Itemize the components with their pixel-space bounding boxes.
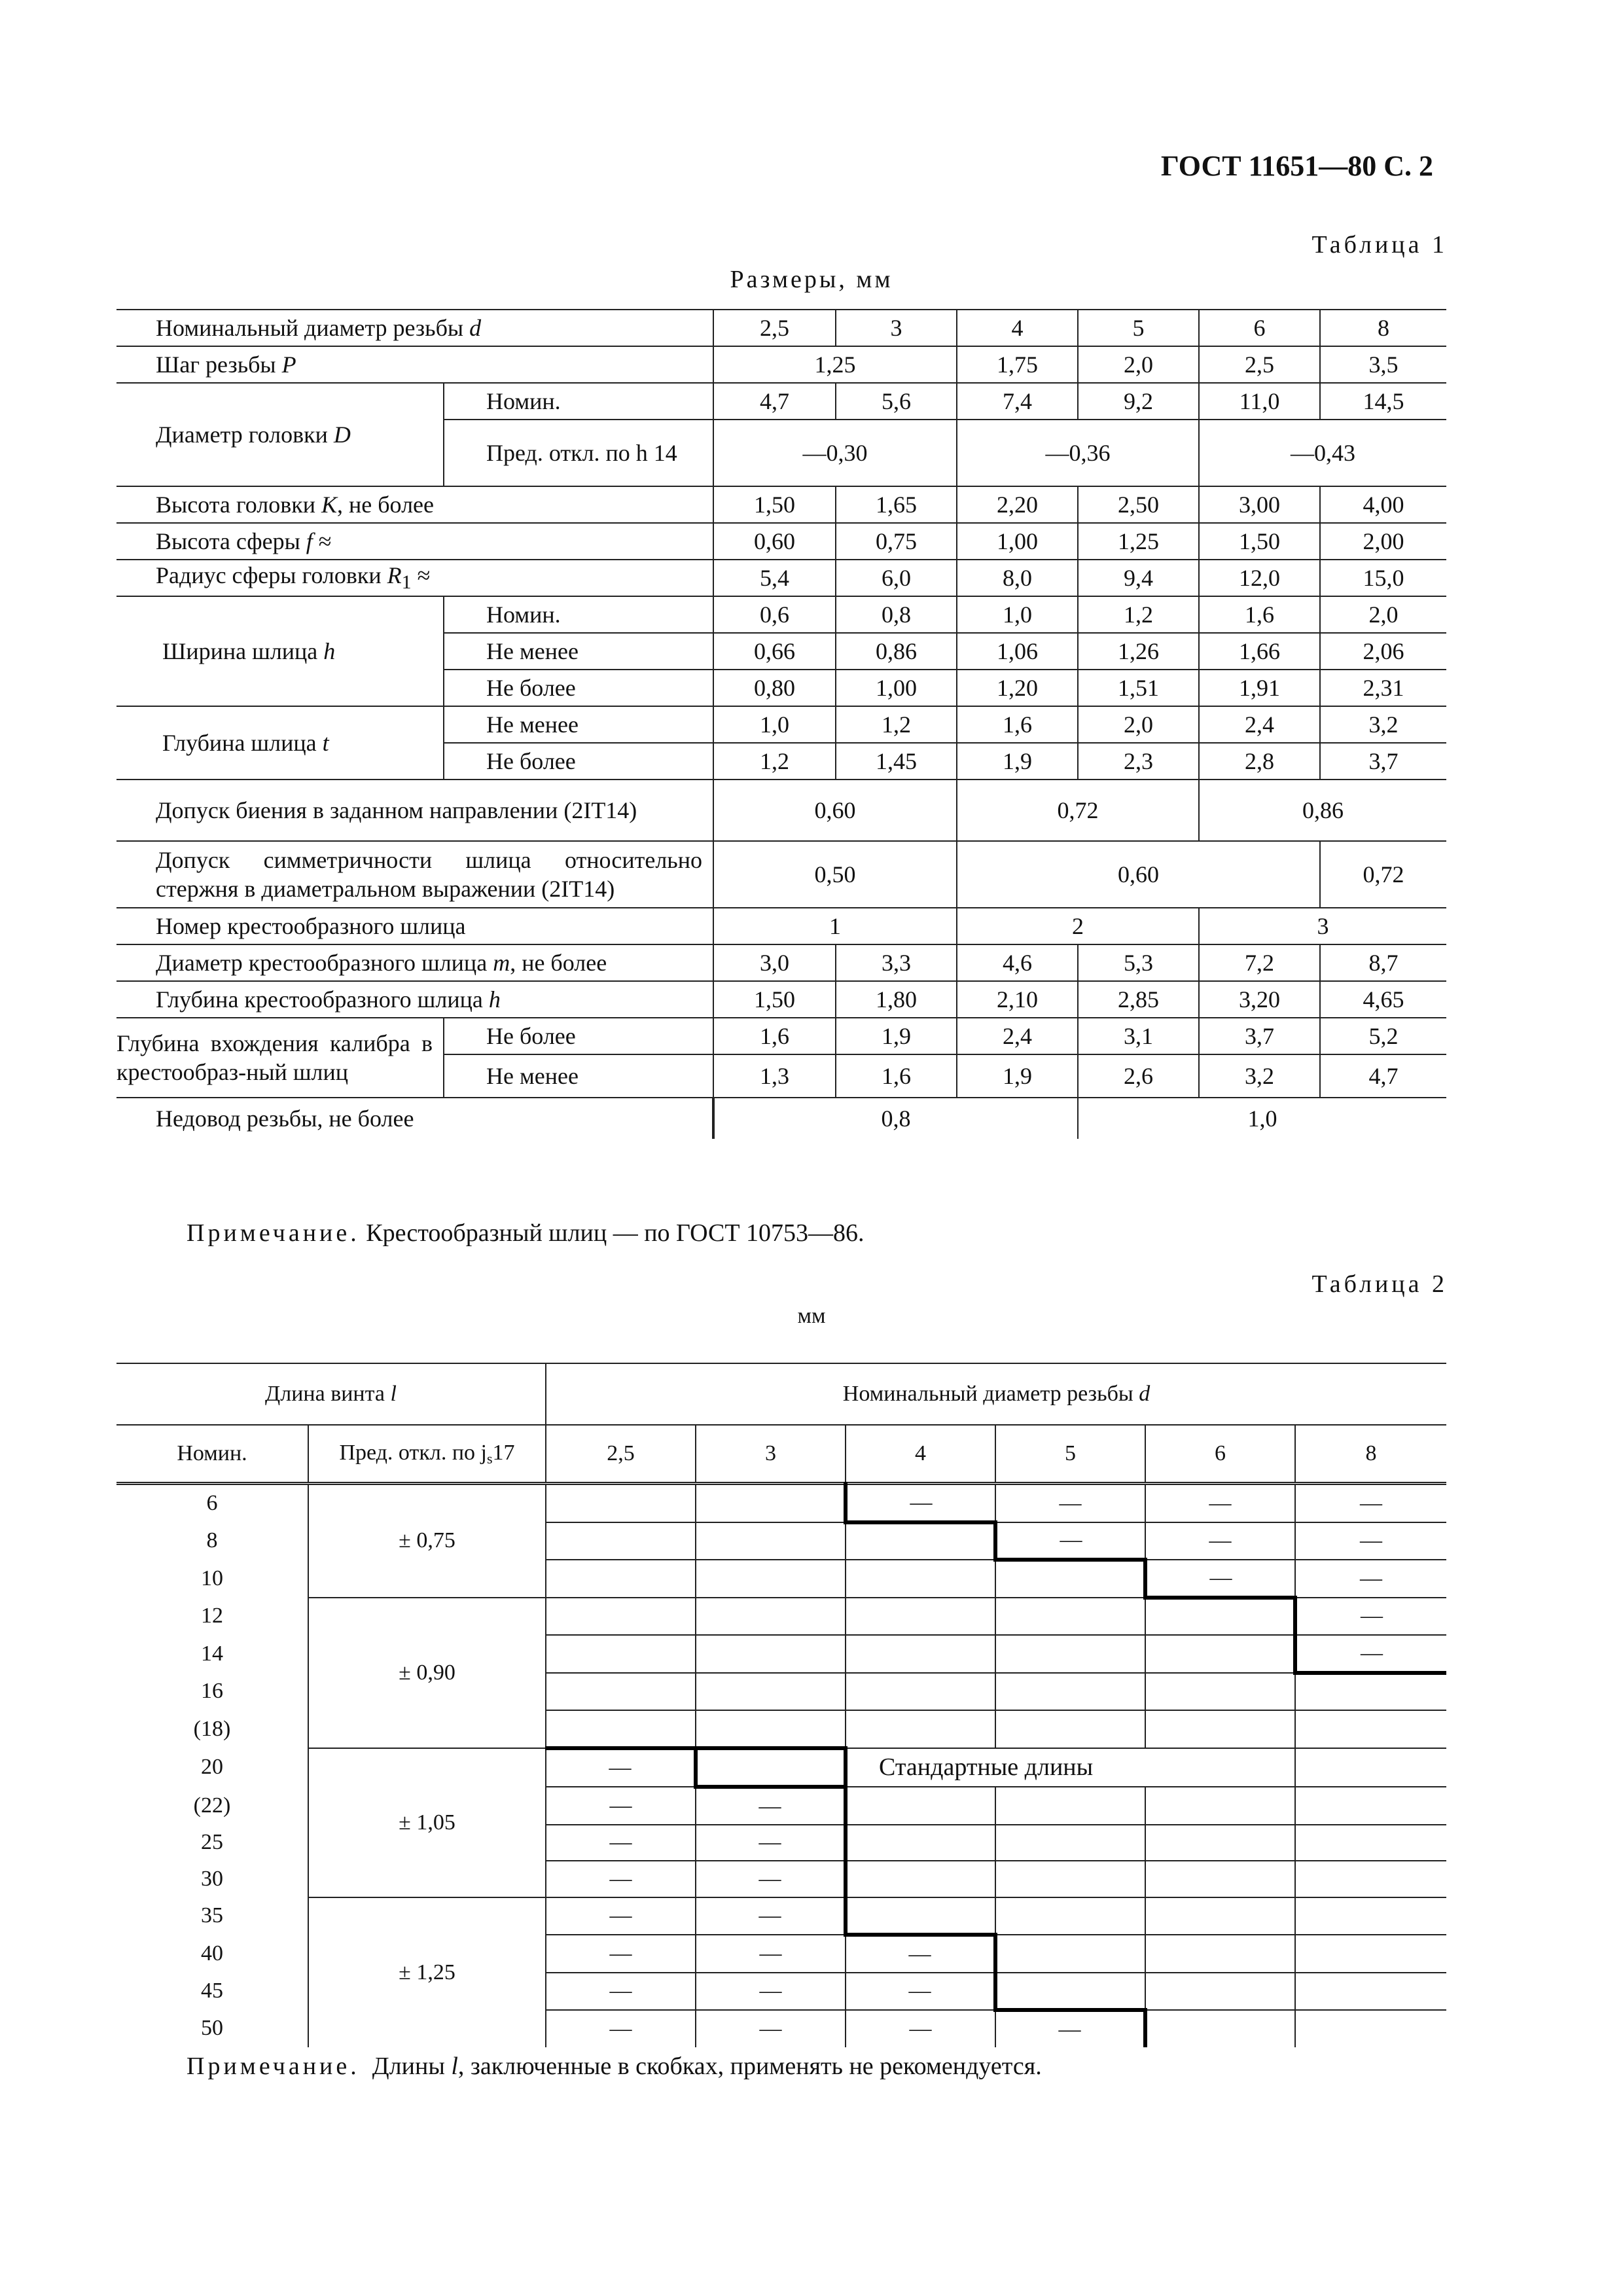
cell: 1,25 [1078,523,1199,560]
col-nominal: Номин. [116,1425,308,1484]
length-cell: 10 [116,1560,308,1598]
header-row-1 [116,1363,1446,1425]
tolerance-cell: ± 0,75 [308,1484,546,1598]
col-diameter: 4 [846,1425,995,1484]
cell [995,1598,1145,1636]
length-cell: 12 [116,1598,308,1636]
cell: 8,0 [957,560,1078,596]
cell: 4,7 [713,383,836,420]
cell [1145,1897,1295,1935]
row-label: Допуск биения в заданном направлении (2IT14) [116,780,713,841]
row-label: Недовод резьбы, не более [116,1098,713,1139]
cell [696,1598,846,1636]
cell: 9,4 [1078,560,1199,596]
cell: 1,91 [1199,670,1320,706]
cell [1295,1973,1446,2011]
cell: 7,2 [1199,944,1320,981]
cell: 1,0 [957,596,1078,633]
group-label: Диаметр головки D [116,383,444,486]
cell: 1,00 [957,523,1078,560]
cell [546,1484,696,1522]
cell: 0,66 [713,633,836,670]
group-label: Глубина шлица t [116,706,444,780]
cell [696,1522,846,1560]
cell: 11,0 [1199,383,1320,420]
length-header: Длина винта l [116,1363,546,1425]
row-slot-depth-min [116,706,1446,743]
cell [846,1598,995,1636]
table-2-note: Примечание. Длины l, заключенные в скобках, применять не рекомендуется. [187,2053,1042,2080]
cell [1145,1825,1295,1861]
dash-cell: — [1295,1598,1446,1636]
dash-cell: — [546,2010,696,2047]
dash-cell: — [995,1522,1145,1560]
row-head-height [116,486,1446,523]
cell: 3,5 [1320,346,1446,383]
cell [1295,1861,1446,1897]
cell [846,1673,995,1711]
header-row-2 [116,1425,1446,1484]
dash-cell: — [995,2010,1145,2047]
cell [696,1748,846,1787]
cell: 5,2 [1320,1018,1446,1054]
row-label: Номинальный диаметр резьбы d [116,310,713,346]
dash-cell: — [696,1935,846,1973]
length-cell: 40 [116,1935,308,1973]
dash-cell: — [546,1861,696,1897]
table-2-units: мм [797,1304,826,1328]
cell: 2 [957,908,1199,944]
cell: 1,45 [836,743,957,780]
cell: 2,85 [1078,981,1199,1018]
cell: 9,2 [1078,383,1199,420]
cell: 1,00 [836,670,957,706]
dash-cell: — [1295,1522,1446,1560]
cell: 1,6 [836,1054,957,1098]
cell: 3,2 [1320,706,1446,743]
cell: 1,25 [713,346,957,383]
cell: 6,0 [836,560,957,596]
dash-cell: — [546,1973,696,2011]
dash-cell: — [546,1825,696,1861]
cell [696,1484,846,1522]
dash-cell: — [696,1861,846,1897]
cell: —0,30 [713,420,957,486]
cell [1295,1935,1446,1973]
cell: 5,6 [836,383,957,420]
table-1-note: Примечание. Крестообразный шлиц — по ГОСТ 10753—86. [187,1219,865,1247]
cell: —0,43 [1199,420,1446,486]
cell [546,1598,696,1636]
row-label: Шаг резьбы P [116,346,713,383]
cell: 1,65 [836,486,957,523]
cell [995,1787,1145,1825]
cell [846,1897,995,1935]
sub-label: Не менее [444,633,713,670]
cell: 4,00 [1320,486,1446,523]
cell: 1,9 [957,1054,1078,1098]
cell: 3,0 [713,944,836,981]
cell: 3,7 [1320,743,1446,780]
cell: 1,6 [957,706,1078,743]
group-label: Ширина шлица h [116,596,444,706]
cell [846,1861,995,1897]
row-label: Диаметр крестообразного шлица m, не более [116,944,713,981]
dash-cell: — [696,1787,846,1825]
sub-label: Пред. откл. по h 14 [444,420,713,486]
cell: 2,0 [1078,346,1199,383]
cell [1295,1748,1446,1787]
cell: 1,6 [1199,596,1320,633]
diameter-header: Номинальный диаметр резьбы d [546,1363,1446,1425]
dash-cell: — [546,1935,696,1973]
cell: 3,2 [1199,1054,1320,1098]
table-row [116,1484,1446,1522]
tolerance-cell: ± 1,25 [308,1897,546,2047]
cell [1295,1825,1446,1861]
cell: 3,00 [1199,486,1320,523]
cell: 5 [1078,310,1199,346]
cell: 5,3 [1078,944,1199,981]
dash-cell: — [995,1484,1145,1522]
length-cell: 14 [116,1635,308,1673]
sub-label: Не более [444,743,713,780]
cell: 1,0 [713,706,836,743]
cell: 2,0 [1320,596,1446,633]
cell: 7,4 [957,383,1078,420]
sub-label: Не более [444,670,713,706]
length-cell: 20 [116,1748,308,1787]
cell: 1,80 [836,981,957,1018]
table-1 [116,309,1446,1139]
row-label: Допуск симметричности шлица относительно стержня в диаметральном выражении (2IT14) [116,841,713,908]
row-cross-slot-depth [116,981,1446,1018]
cell: 0,72 [957,780,1199,841]
cell: 2,31 [1320,670,1446,706]
col-diameter: 6 [1145,1425,1295,1484]
cell [995,1861,1145,1897]
cell [546,1673,696,1711]
cell: 2,4 [957,1018,1078,1054]
length-cell: 35 [116,1897,308,1935]
cell [1145,1935,1295,1973]
cell [696,1673,846,1711]
cell: 1,26 [1078,633,1199,670]
cell: 8 [1320,310,1446,346]
sub-label: Не менее [444,1054,713,1098]
cell: 2,50 [1078,486,1199,523]
cell: 0,60 [713,780,957,841]
cell [1295,1673,1446,1711]
cell [846,1787,995,1825]
cell: 3 [1199,908,1446,944]
row-sphere-height [116,523,1446,560]
dash-cell: — [1145,1560,1295,1598]
dash-cell: — [696,1825,846,1861]
cell: 2,6 [1078,1054,1199,1098]
row-thread-diameter [116,310,1446,346]
row-label: Радиус сферы головки $R_1$ ≈ [116,560,713,596]
dash-cell: — [546,1897,696,1935]
cell: 2,8 [1199,743,1320,780]
row-label: Номер крестообразного шлица [116,908,713,944]
cell: 3 [836,310,957,346]
cell: 1,66 [1199,633,1320,670]
row-thread-undercut [116,1098,1446,1139]
cell [995,1635,1145,1673]
cell [995,1897,1145,1935]
cell: 3,1 [1078,1018,1199,1054]
cell [1295,1897,1446,1935]
row-label: Высота головки K, не более [116,486,713,523]
length-cell: 8 [116,1522,308,1560]
tolerance-cell: ± 1,05 [308,1748,546,1897]
cell: 0,50 [713,841,957,908]
cell: 4,65 [1320,981,1446,1018]
cell: 1,9 [957,743,1078,780]
cell: 0,86 [836,633,957,670]
cell: 4,6 [957,944,1078,981]
row-label: Глубина крестообразного шлица h [116,981,713,1018]
cell: 0,60 [713,523,836,560]
cell: 4 [957,310,1078,346]
dash-cell: — [696,1973,846,2011]
cell: 0,8 [836,596,957,633]
dash-cell: — [846,1973,995,2011]
cell [1145,2010,1295,2047]
cell [846,1635,995,1673]
cell [1295,2010,1446,2047]
cell: 2,5 [713,310,836,346]
length-cell: 16 [116,1673,308,1711]
cell: 14,5 [1320,383,1446,420]
cell: 3,7 [1199,1018,1320,1054]
cell: 1,9 [836,1018,957,1054]
dash-cell: — [846,1484,995,1522]
cell: 0,72 [1320,841,1446,908]
cell: 1,3 [713,1054,836,1098]
cell [995,1973,1145,2011]
dash-cell: — [846,2010,995,2047]
cell: 8,7 [1320,944,1446,981]
cell [1145,1635,1295,1673]
table-row [116,1598,1446,1636]
cell [846,1825,995,1861]
table-1-units: Размеры, мм [730,266,893,293]
cell: 5,4 [713,560,836,596]
cell: 1,50 [1199,523,1320,560]
cell: 0,6 [713,596,836,633]
cell: —0,36 [957,420,1199,486]
cell [1145,1710,1295,1748]
row-runout-tolerance [116,780,1446,841]
cell: 1,06 [957,633,1078,670]
cell [696,1710,846,1748]
dash-cell: — [1295,1484,1446,1522]
row-thread-pitch [116,346,1446,383]
cell: 2,4 [1199,706,1320,743]
cell [546,1522,696,1560]
dash-cell: — [546,1787,696,1825]
cell: 0,75 [836,523,957,560]
dash-cell: — [846,1935,995,1973]
cell [1295,1787,1446,1825]
cell: 0,80 [713,670,836,706]
cell: 0,86 [1199,780,1446,841]
cell [546,1635,696,1673]
cell [995,1825,1145,1861]
group-label: Глубина вхождения калибра в крестообраз-ный шлиц [116,1018,444,1098]
row-cross-slot-diameter [116,944,1446,981]
sub-label: Номин. [444,596,713,633]
cell: 1,75 [957,346,1078,383]
dash-cell: — [696,1897,846,1935]
table-1-label: Таблица 1 [1311,231,1448,259]
cell: 1,2 [1078,596,1199,633]
sub-label: Не менее [444,706,713,743]
cell: 1,20 [957,670,1078,706]
cell [546,1560,696,1598]
cell [696,1635,846,1673]
cell: 1 [713,908,957,944]
tolerance-cell: ± 0,90 [308,1598,546,1748]
cell [1145,1598,1295,1636]
dash-cell: — [546,1748,696,1787]
cell: 2,20 [957,486,1078,523]
sub-label: Не более [444,1018,713,1054]
cell [995,1710,1145,1748]
dash-cell: — [696,2010,846,2047]
table-row [116,1897,1446,1935]
cell: 1,51 [1078,670,1199,706]
dash-cell: — [1145,1522,1295,1560]
cell: 0,60 [957,841,1320,908]
cell: 0,8 [713,1098,1078,1139]
cell: 15,0 [1320,560,1446,596]
cell [995,1673,1145,1711]
col-diameter: 5 [995,1425,1145,1484]
col-diameter: 2,5 [546,1425,696,1484]
table-2-label: Таблица 2 [1311,1270,1448,1298]
cell: 4,7 [1320,1054,1446,1098]
cell: 2,00 [1320,523,1446,560]
cell: 2,0 [1078,706,1199,743]
row-sphere-radius [116,560,1446,596]
col-tolerance: Пред. откл. по $j_s17$ [308,1425,546,1484]
cell: 2,3 [1078,743,1199,780]
cell: 2,06 [1320,633,1446,670]
page-header: ГОСТ 11651—80 С. 2 [1160,150,1433,182]
row-head-diameter-nom [116,383,1446,420]
sub-label: Номин. [444,383,713,420]
cell: 1,2 [713,743,836,780]
length-cell: (18) [116,1710,308,1748]
row-label: Высота сферы f ≈ [116,523,713,560]
length-cell: 6 [116,1484,308,1522]
cell [696,1560,846,1598]
cell [546,1710,696,1748]
row-slot-width-nom [116,596,1446,633]
length-cell: 30 [116,1861,308,1897]
dash-cell: — [1295,1560,1446,1598]
row-symmetry-tolerance [116,841,1446,908]
cell: 3,20 [1199,981,1320,1018]
table-row [116,1748,1446,1787]
col-diameter: 8 [1295,1425,1446,1484]
dash-cell: — [1145,1484,1295,1522]
cell: 1,2 [836,706,957,743]
cell: 3,3 [836,944,957,981]
cell: 12,0 [1199,560,1320,596]
dash-cell: — [1295,1635,1446,1673]
length-cell: 45 [116,1973,308,2011]
cell: 1,0 [1247,1105,1277,1132]
row-gauge-depth-max [116,1018,1446,1054]
cell [1145,1787,1295,1825]
cell [846,1560,995,1598]
cell [1145,1973,1295,2011]
cell [846,1522,995,1560]
length-cell: 25 [116,1825,308,1861]
length-cell: (22) [116,1787,308,1825]
cell: 6 [1199,310,1320,346]
cell [846,1710,995,1748]
cell: 1,6 [713,1018,836,1054]
row-cross-slot-number [116,908,1446,944]
cell [1145,1861,1295,1897]
cell: 2,5 [1199,346,1320,383]
length-cell: 50 [116,2010,308,2047]
cell: 1,50 [713,486,836,523]
cell [1295,1710,1446,1748]
cell [995,1935,1145,1973]
col-diameter: 3 [696,1425,846,1484]
cell: 1,50 [713,981,836,1018]
cell [995,1560,1145,1598]
table-2 [116,1363,1446,2047]
cell [1145,1673,1295,1711]
standard-lengths-label: Стандартные длины [846,1748,1295,1787]
cell: 2,10 [957,981,1078,1018]
